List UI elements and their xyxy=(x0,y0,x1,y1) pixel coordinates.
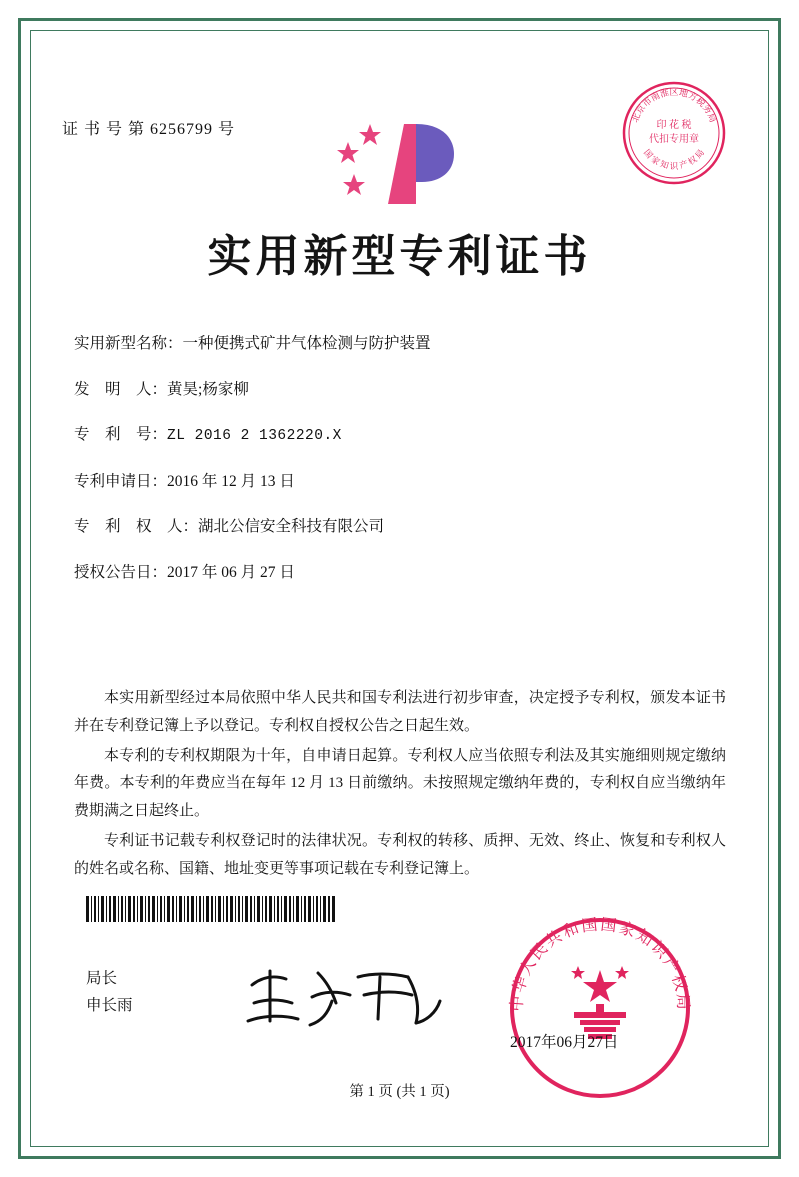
field-value: 2016 年 12 月 13 日 xyxy=(167,472,295,490)
field-label: 专利申请日： xyxy=(74,472,168,490)
field-label: 发 明 人： xyxy=(74,380,168,398)
svg-text:印 花 税: 印 花 税 xyxy=(656,120,692,131)
svg-text:北京市南淮区地方税务局: 北京市南淮区地方税务局 xyxy=(629,87,719,124)
certificate-number: 证 书 号 第 6256799 号 xyxy=(62,121,236,138)
page-title: 实用新型专利证书 xyxy=(207,232,592,281)
sipo-logo-icon xyxy=(330,108,470,218)
certificate-content xyxy=(30,30,769,1147)
field-value: ZL 2016 2 1362220.X xyxy=(167,428,342,445)
signature-role: 局长 xyxy=(86,970,118,987)
field-label: 授权公告日： xyxy=(74,563,168,581)
svg-text:中华人民共和国国家知识产权局: 中华人民共和国国家知识产权局 xyxy=(508,916,692,1013)
signature-block xyxy=(86,965,133,1019)
field-value: 湖北公信安全科技有限公司 xyxy=(198,518,385,536)
handwritten-signature xyxy=(240,955,460,1035)
legal-paragraph: 本实用新型经过本局依照中华人民共和国专利法进行初步审查，决定授予专利权，颁发本证书并在专利登记簿上予以登记。专利权自授权公告之日起生效。 xyxy=(74,690,726,734)
signature-name: 申长雨 xyxy=(86,997,133,1015)
field-label: 专 利 权 人： xyxy=(74,518,199,536)
legal-text xyxy=(74,685,726,885)
field-value: 黄昊;杨家柳 xyxy=(167,380,249,398)
field-row xyxy=(74,564,724,583)
field-label: 专 利 号： xyxy=(74,426,168,444)
field-row xyxy=(74,426,724,445)
tax-stamp xyxy=(619,78,729,188)
field-list xyxy=(74,335,724,609)
svg-text:国 家 知 识 产 权 局: 国 家 知 识 产 权 局 xyxy=(641,147,707,171)
field-label: 实用新型名称： xyxy=(74,335,183,352)
field-row xyxy=(74,518,724,537)
seal-date: 2017年06月27日 xyxy=(510,1034,619,1051)
field-value: 2017 年 06 月 27 日 xyxy=(167,563,295,581)
field-row xyxy=(74,381,724,400)
svg-text:代扣专用章: 代扣专用章 xyxy=(649,134,699,145)
barcode xyxy=(86,896,336,922)
legal-paragraph: 本专利的专利权期限为十年，自申请日起算。专利权人应当依照专利法及其实施细则规定缴纳年费。本专利的年费应当在每年 12 月 13 日前缴纳。未按照规定缴纳年费的，专利权自应当缴纳年费期满之日起终止。 xyxy=(74,747,726,819)
page-footer: 第 1 页 (共 1 页) xyxy=(349,1084,450,1100)
field-value: 一种便携式矿井气体检测与防护装置 xyxy=(182,335,431,352)
official-seal xyxy=(500,908,700,1108)
field-row xyxy=(74,473,724,492)
field-row xyxy=(74,335,724,354)
legal-paragraph: 专利证书记载专利权登记时的法律状况。专利权的转移、质押、无效、终止、恢复和专利权人的姓名或名称、国籍、地址变更等事项记载在专利登记簿上。 xyxy=(74,832,726,877)
